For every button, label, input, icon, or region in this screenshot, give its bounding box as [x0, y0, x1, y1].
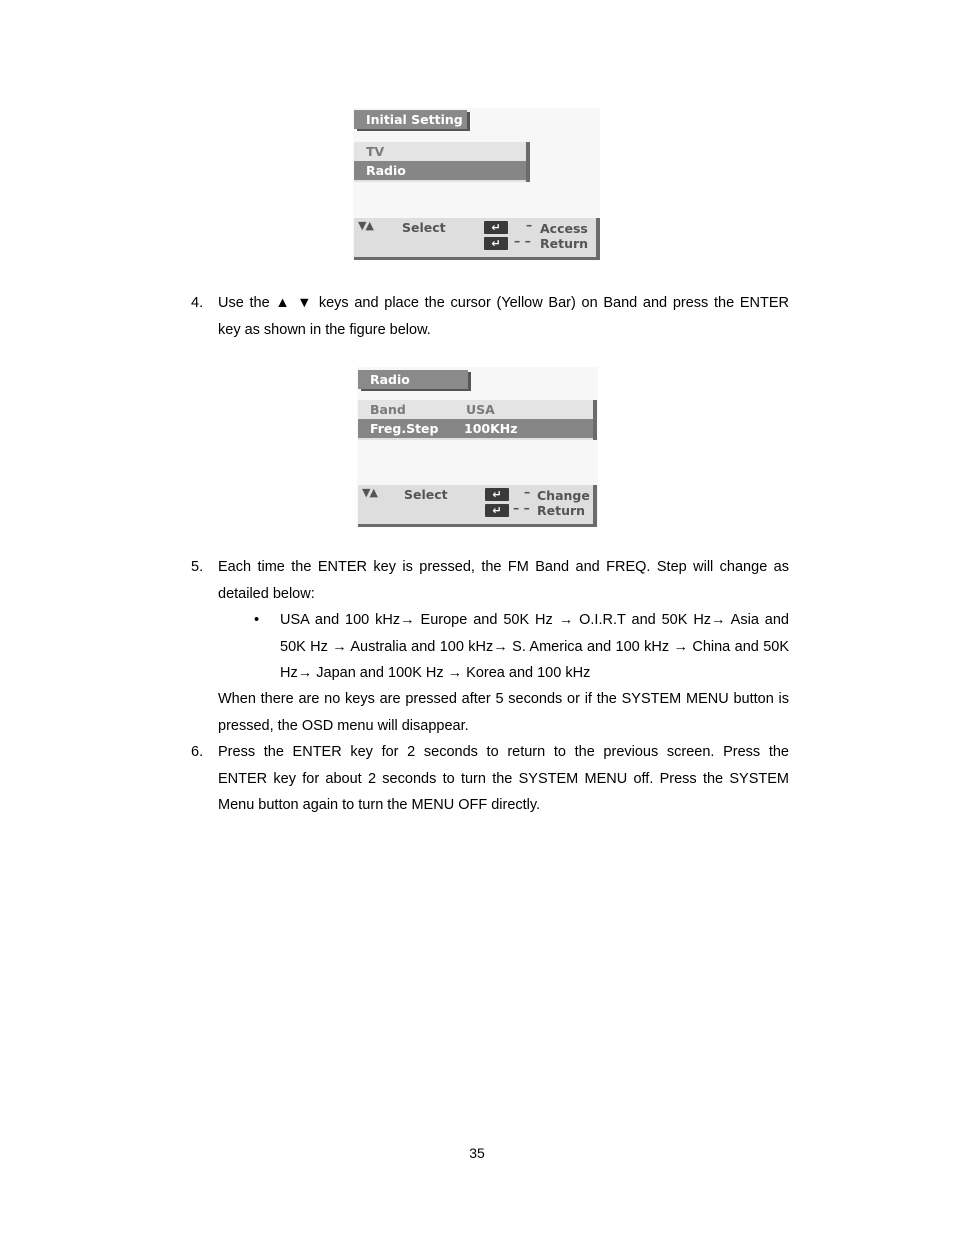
text-line: Press the ENTER key for 2 seconds to return to the previous screen. Press the: [218, 744, 789, 760]
osd-title: Initial Setting: [354, 110, 467, 129]
menu-item-label: TV: [366, 144, 385, 159]
text-line: 50K Hz → Australia and 100 kHz→ S. America and 100 kHz → China and 50K: [280, 638, 789, 655]
menu-item-label: Radio: [366, 163, 406, 178]
menu-item-radio[interactable]: [354, 161, 526, 180]
osd-menu-list: [358, 400, 597, 440]
access-label: Access: [540, 221, 588, 236]
text-line: Each time the ENTER key is pressed, the FM Band and FREQ. Step will change as: [218, 559, 789, 575]
text-line: key as shown in the figure below.: [218, 321, 431, 338]
menu-item-label: Freg.Step: [370, 421, 439, 436]
down-up-arrows-icon: ▼▲: [358, 219, 373, 232]
osd-timeout-note: [218, 686, 789, 739]
step-4-text: [218, 290, 789, 343]
osd-footer: [358, 485, 597, 527]
text-line: Menu button again to turn the MENU OFF directly.: [218, 797, 541, 813]
text-line: USA and 100 kHz→ Europe and 50K Hz → O.I.R.T and 50K Hz→ Asia and: [280, 612, 789, 628]
single-dash-icon: –: [526, 217, 533, 232]
osd-menu-list: [354, 142, 530, 182]
step-number: 5.: [191, 559, 204, 575]
step-6-text: [218, 739, 789, 819]
enter-key-icon: ↵: [484, 221, 508, 234]
enter-key-icon: ↵: [484, 237, 508, 250]
osd-footer: [354, 218, 600, 260]
select-label: Select: [402, 220, 446, 235]
step-number: 4.: [191, 295, 204, 311]
menu-item-value: USA: [466, 402, 495, 417]
menu-item-freq-step[interactable]: [358, 419, 593, 438]
menu-item-label: Band: [370, 402, 406, 417]
text-line: detailed below:: [218, 585, 315, 602]
text-line: Hz→ Japan and 100K Hz → Korea and 100 kHz: [280, 665, 591, 681]
menu-item-value: 100KHz: [464, 421, 518, 436]
osd-title: Radio: [358, 370, 468, 389]
radio-osd-figure: [357, 367, 598, 527]
bullet-dot: •: [254, 612, 260, 628]
double-dash-icon: – –: [514, 233, 531, 248]
text-line: ENTER key for about 2 seconds to turn the SYSTEM MENU off. Press the SYSTEM: [218, 770, 789, 787]
text-line: Use the ▲ ▼ keys and place the cursor (Yellow Bar) on Band and press the ENTER: [218, 295, 789, 311]
menu-item-tv[interactable]: [354, 142, 526, 161]
menu-item-band[interactable]: [358, 400, 593, 419]
single-dash-icon: –: [524, 484, 531, 499]
double-dash-icon: – –: [513, 500, 530, 515]
step-number: 6.: [191, 744, 204, 760]
down-up-arrows-icon: ▼▲: [362, 486, 377, 499]
change-label: Change: [537, 488, 590, 503]
band-sequence-bullet: [280, 607, 789, 687]
enter-key-icon: ↵: [485, 488, 509, 501]
enter-key-icon: ↵: [485, 504, 509, 517]
step-5-text: [218, 554, 789, 607]
return-label: Return: [540, 236, 589, 251]
select-label: Select: [404, 487, 448, 502]
return-label: Return: [537, 503, 586, 518]
text-line: pressed, the OSD menu will disappear.: [218, 717, 469, 734]
page-number: 35: [469, 1145, 485, 1161]
text-line: When there are no keys are pressed after 5 seconds or if the SYSTEM MENU button is: [218, 691, 789, 707]
initial-setting-osd-figure: [353, 108, 600, 260]
